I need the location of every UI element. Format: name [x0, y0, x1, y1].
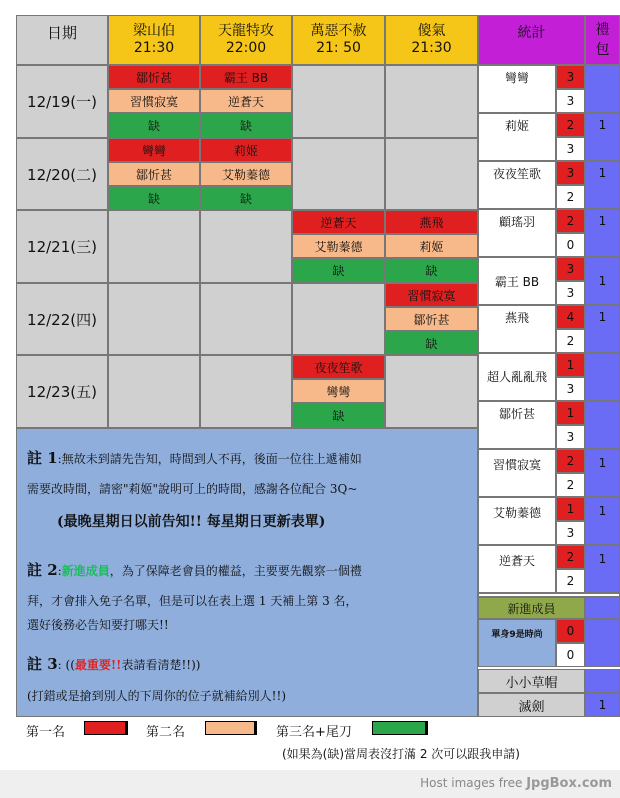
note-1-label: 註 1 — [27, 449, 58, 467]
stats-gift: 1 — [585, 161, 620, 209]
note-2-line-1 — [27, 555, 477, 586]
legend-first-label: 第一名 — [26, 725, 66, 740]
empty-slot — [108, 355, 200, 428]
slot-second: 鄒忻甚 — [385, 307, 478, 331]
slot-third: 缺 — [385, 258, 478, 283]
slot-second: 莉姬 — [385, 234, 478, 258]
slot-first: 彎彎 — [108, 138, 200, 162]
empty-slot — [292, 138, 385, 210]
note-2-text-a: ，為了保障老會員的權益，主要要先觀察一個禮 — [109, 564, 362, 578]
stats-gift: 1 — [585, 257, 620, 305]
date-cell-2: 12/20(二) — [16, 138, 108, 210]
note-1-text-b: 需要改時間，請密"莉姬"說明可上的時間，感謝各位配合 3Q~ — [27, 482, 358, 496]
slot-third: 缺 — [385, 331, 478, 355]
extra-member-name: 小小草帽 — [478, 669, 585, 693]
show-time: 21:30 — [411, 40, 452, 56]
extra-member-gift — [585, 669, 620, 693]
slot-first: 霸王 BB — [200, 65, 292, 89]
stats-gift: 1 — [585, 209, 620, 257]
note-2-text-b: 拜，才會排入免子名單，但是可以在表上選 1 天補上第 3 名， — [27, 594, 358, 608]
legend-second-swatch — [205, 721, 257, 735]
empty-slot — [200, 210, 292, 283]
stats-member-name: 顧瑤羽 — [478, 209, 556, 257]
stats-member-name: 夜夜笙歌 — [478, 161, 556, 209]
show-time: 21:30 — [133, 40, 175, 56]
slot-second: 逆蒼天 — [200, 89, 292, 113]
show-name: 梁山伯 — [133, 23, 175, 39]
date-column-header: 日期 — [16, 15, 108, 65]
stats-count-first: 2 — [556, 209, 585, 233]
show-time: 22:00 — [225, 40, 267, 56]
new-member-count-first: 0 — [556, 619, 585, 643]
note-deadline: (最晚星期日以前告知!! 每星期日更新表單) — [57, 514, 326, 530]
slot-third: 缺 — [108, 113, 200, 138]
stats-count-first: 4 — [556, 305, 585, 329]
stats-header: 統計 — [478, 15, 585, 65]
date-cell-3: 12/21(三) — [16, 210, 108, 283]
slot-second: 艾勒蓁德 — [292, 234, 385, 258]
stats-member-name: 艾勒蓁德 — [478, 497, 556, 545]
empty-slot — [108, 210, 200, 283]
slot-first: 燕飛 — [385, 210, 478, 234]
stats-count-second: 3 — [556, 281, 585, 305]
stats-member-name: 鄒忻甚 — [478, 401, 556, 449]
show-header-2 — [200, 15, 292, 65]
slot-first: 夜夜笙歌 — [292, 355, 385, 379]
empty-slot — [200, 355, 292, 428]
date-cell-1: 12/19(一) — [16, 65, 108, 138]
empty-slot — [292, 65, 385, 138]
date-cell-4: 12/22(四) — [16, 283, 108, 355]
slot-third: 缺 — [292, 403, 385, 428]
show-name: 天龍特攻 — [218, 23, 274, 39]
note-3-label: 註 3 — [27, 655, 58, 673]
slot-first: 習慣寂寞 — [385, 283, 478, 307]
note-2-colon: : — [57, 564, 62, 578]
extra-member-name: 滅劍 — [478, 693, 585, 717]
slot-third: 缺 — [200, 186, 292, 210]
stats-count-first: 3 — [556, 65, 585, 89]
stats-count-second: 3 — [556, 137, 585, 161]
slot-first: 逆蒼天 — [292, 210, 385, 234]
note-1-text-a: :無故未到請先告知，時間到人不再，後面一位往上遞補如 — [57, 452, 362, 466]
stats-count-first: 3 — [556, 257, 585, 281]
stats-count-second: 2 — [556, 185, 585, 209]
new-members-highlight: 新進成員 — [61, 564, 110, 578]
legend-second-label: 第二名 — [146, 725, 186, 740]
footer-bar — [0, 770, 620, 798]
show-header-1 — [108, 15, 200, 65]
stats-count-first: 1 — [556, 497, 585, 521]
stats-gift: 1 — [585, 545, 620, 593]
stats-count-first: 2 — [556, 113, 585, 137]
slot-first: 鄒忻甚 — [108, 65, 200, 89]
empty-slot — [292, 283, 385, 355]
legend-first-swatch — [84, 721, 128, 735]
footer-brand: JpgBox.com — [526, 776, 612, 791]
stats-gift — [585, 353, 620, 401]
date-cell-5: 12/23(五) — [16, 355, 108, 428]
new-member-count-second: 0 — [556, 643, 585, 667]
stats-count-second: 2 — [556, 473, 585, 497]
note-2 — [27, 555, 477, 634]
stats-member-name: 逆蒼天 — [478, 545, 556, 593]
show-header-4 — [385, 15, 478, 65]
gift-header-char-1: 禮 — [595, 22, 610, 38]
note-4: (打錯或是搶到別人的下周你的位子就補給別人!!) — [27, 689, 287, 703]
stats-member-name: 習慣寂寞 — [478, 449, 556, 497]
stats-gift: 1 — [585, 497, 620, 545]
empty-slot — [385, 65, 478, 138]
slot-second: 彎彎 — [292, 379, 385, 403]
stats-member-name: 超人亂亂飛 — [478, 353, 556, 401]
legend-third-label: 第三名+尾刀 — [276, 725, 352, 740]
slot-second: 習慣寂寞 — [108, 89, 200, 113]
stats-count-second: 3 — [556, 89, 585, 113]
note-3-important: 最重要!! — [74, 658, 122, 672]
stats-gift: 1 — [585, 305, 620, 353]
extra-member-gift: 1 — [585, 693, 620, 717]
stats-count-first: 3 — [556, 161, 585, 185]
stats-count-first: 1 — [556, 401, 585, 425]
note-2-text-c: 選好後務必告知要打哪天!! — [27, 618, 169, 632]
stats-count-first: 2 — [556, 545, 585, 569]
legend-third-swatch — [372, 721, 428, 735]
stats-count-second: 2 — [556, 329, 585, 353]
note-3 — [27, 653, 200, 674]
new-member-gift — [585, 619, 620, 667]
new-members-gift-spacer — [585, 597, 620, 619]
stats-member-name: 莉姬 — [478, 113, 556, 161]
stats-gift: 1 — [585, 113, 620, 161]
empty-slot — [385, 138, 478, 210]
show-header-3 — [292, 15, 385, 65]
show-name: 傻氣 — [417, 23, 446, 39]
gift-header-char-2: 包 — [595, 42, 610, 58]
show-name: 萬惡不赦 — [310, 23, 367, 39]
gift-header — [585, 15, 620, 65]
stats-gift — [585, 401, 620, 449]
slot-third: 缺 — [200, 113, 292, 138]
slot-first: 莉姬 — [200, 138, 292, 162]
stats-count-second: 3 — [556, 425, 585, 449]
note-2-label: 註 2 — [27, 561, 58, 579]
legend-note: (如果為(缺)當周表沒打滿 2 次可以跟我申請) — [282, 747, 520, 761]
show-time: 21: 50 — [316, 40, 361, 56]
stats-count-first: 2 — [556, 449, 585, 473]
empty-slot — [108, 283, 200, 355]
slot-third: 缺 — [292, 258, 385, 283]
note-1-line-1 — [27, 443, 477, 474]
stats-member-name: 彎彎 — [478, 65, 556, 113]
note-3-pre: : (( — [57, 658, 75, 672]
slot-second: 鄒忻甚 — [108, 162, 200, 186]
stats-member-name: 燕飛 — [478, 305, 556, 353]
note-3-post: 表請看清楚!!)) — [121, 658, 201, 672]
notes-panel — [16, 428, 478, 717]
stats-count-second: 3 — [556, 377, 585, 401]
footer-text[interactable] — [420, 776, 612, 791]
new-member-name: 單身9是時尚 — [478, 619, 556, 667]
stats-member-name: 霸王 BB — [478, 257, 556, 305]
note-1 — [27, 443, 477, 504]
slot-third: 缺 — [108, 186, 200, 210]
stats-gift — [585, 65, 620, 113]
footer-text-a: Host images free — [420, 776, 523, 790]
stats-gift: 1 — [585, 449, 620, 497]
empty-slot — [200, 283, 292, 355]
stats-count-second: 3 — [556, 521, 585, 545]
stats-count-first: 1 — [556, 353, 585, 377]
empty-slot — [385, 355, 478, 428]
slot-second: 艾勒蓁德 — [200, 162, 292, 186]
stats-count-second: 2 — [556, 569, 585, 593]
stats-count-second: 0 — [556, 233, 585, 257]
new-members-header: 新進成員 — [478, 597, 585, 619]
